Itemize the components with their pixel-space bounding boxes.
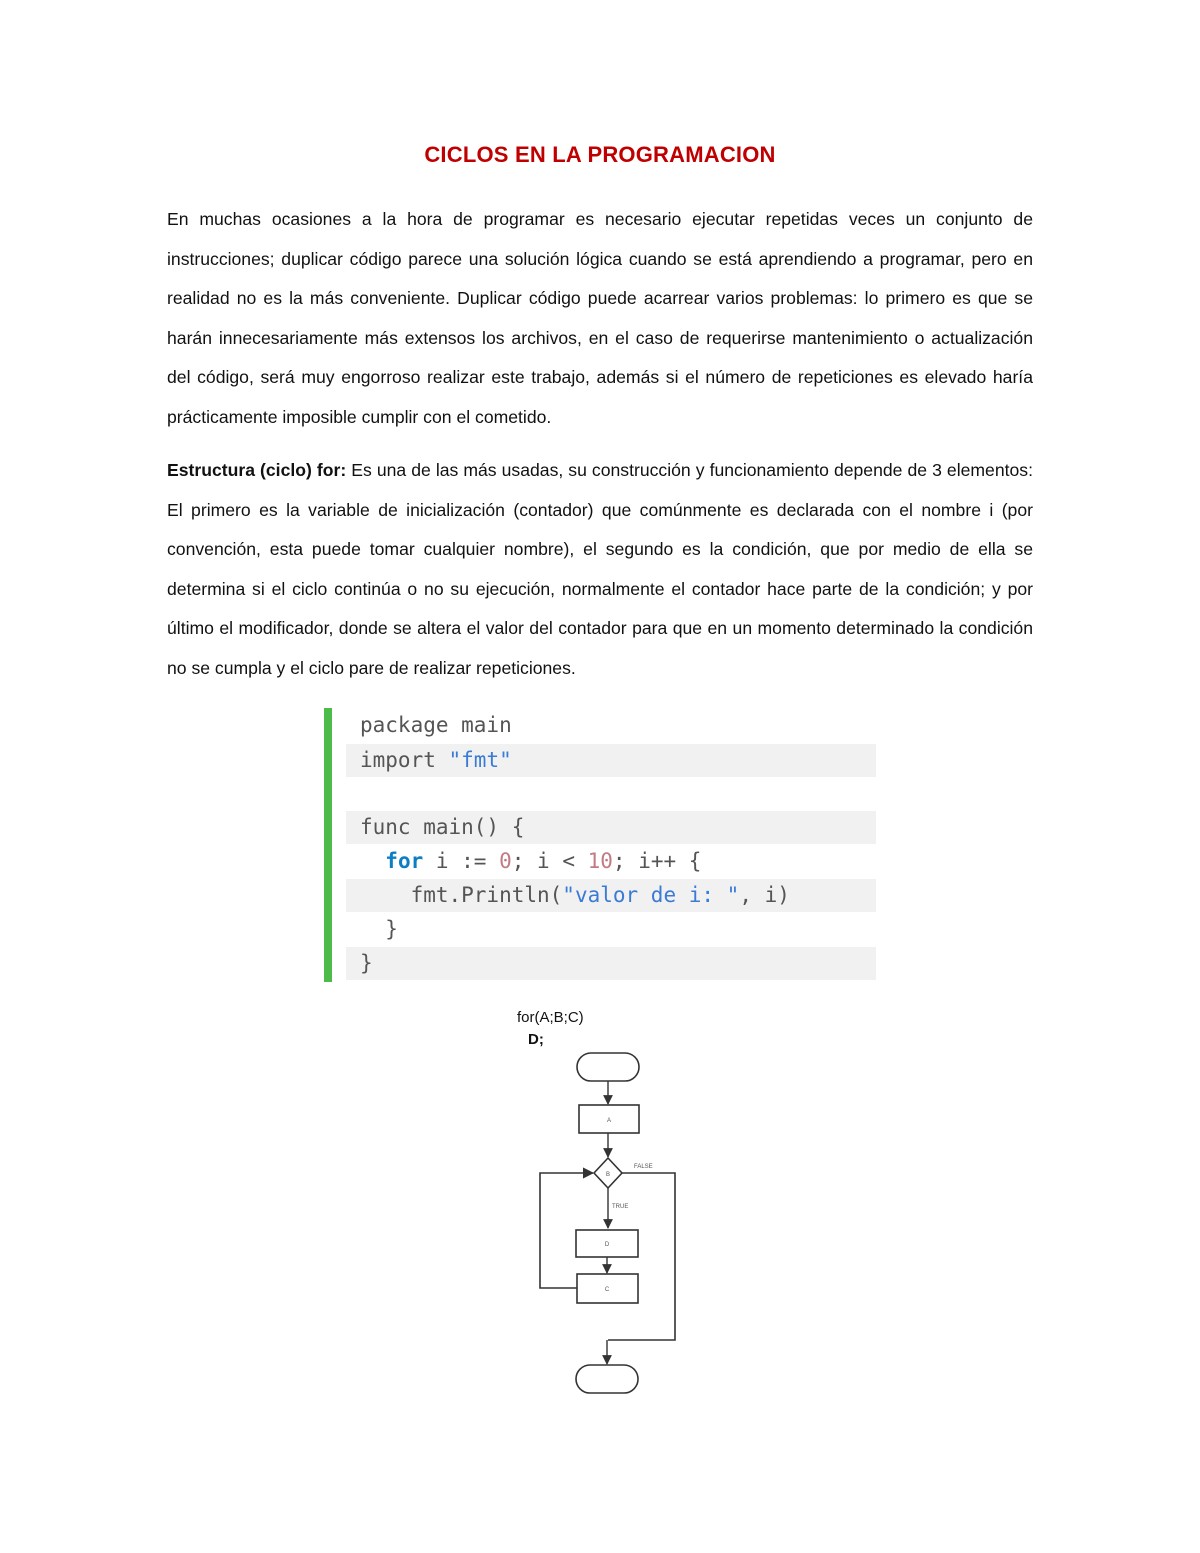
- code-block: [324, 708, 876, 982]
- for-loop-paragraph: [167, 451, 1033, 689]
- for-loop-description: Es una de las más usadas, su construcción y funcionamiento depende de 3 elementos: El primero es la variable de inicialización (contador) que comúnmente es declarada con el nombre i (por convención, esta puede tomar cualquier nombre), el segundo es la condición, que por medio de ella se determina si el ciclo continúa o no su ejecución, normalmente el contador hace parte de la condición; y por último el modificador, donde se altera el valor del contador para que en un momento determinado la condición no se cumpla y el ciclo pare de realizar repeticiones.: [167, 460, 1033, 678]
- intro-paragraph: En muchas ocasiones a la hora de programar es necesario ejecutar repetidas veces un conjunto de instrucciones; duplicar código parece una solución lógica cuando se está aprendiendo a programar, pero en realidad no es la más conveniente. Duplicar código puede acarrear varios problemas: lo primero es que se harán innecesariamente más extensos los archivos, en el caso de requerirse mantenimiento o actualización del código, será muy engorroso realizar este trabajo, además si el número de repeticiones es elevado haría prácticamente imposible cumplir con el cometido.: [167, 209, 1033, 427]
- false-label: FALSE: [634, 1164, 653, 1170]
- code-line: fmt.Println("valor de i: ", i): [346, 879, 876, 912]
- code-line: for i := 0; i < 10; i++ {: [385, 849, 702, 873]
- code-line: }: [346, 947, 876, 980]
- code-line: package main: [360, 713, 512, 737]
- flowchart-header-line2: D;: [528, 1031, 544, 1048]
- code-line: func main() {: [346, 811, 876, 844]
- true-label: TRUE: [612, 1204, 629, 1210]
- page-title: CICLOS EN LA PROGRAMACION: [424, 142, 776, 167]
- decision-label: B: [605, 1172, 611, 1178]
- for-loop-flowchart: [500, 1000, 720, 1400]
- box-a-label: A: [606, 1118, 612, 1124]
- start-terminal: [577, 1053, 639, 1081]
- code-line: [346, 777, 876, 810]
- box-d-label: D: [604, 1242, 610, 1248]
- end-terminal: [576, 1365, 638, 1393]
- flowchart-header-line1: for(A;B;C): [517, 1009, 584, 1026]
- flowchart-svg: [500, 1000, 720, 1400]
- code-line: import "fmt": [346, 744, 876, 777]
- box-c-label: C: [604, 1287, 610, 1293]
- code-line: }: [360, 917, 398, 941]
- code-accent-bar: [324, 708, 332, 982]
- for-loop-heading: Estructura (ciclo) for:: [167, 460, 347, 480]
